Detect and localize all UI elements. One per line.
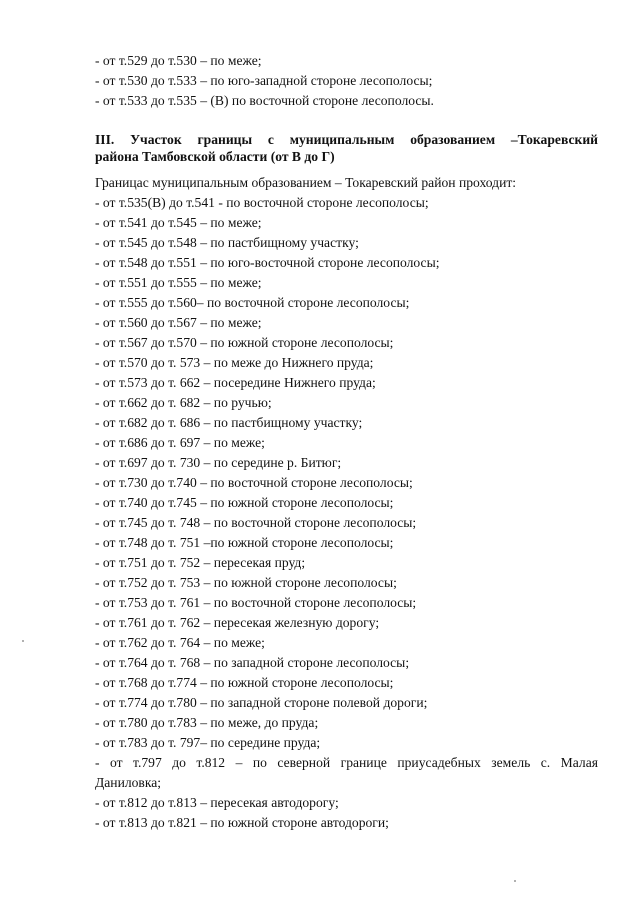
list-item: - от т.535(В) до т.541 - по восточной стороне лесополосы; xyxy=(95,195,429,210)
list-item: - от т.764 до т. 768 – по западной стороне лесополосы; xyxy=(95,655,410,670)
list-item: - от т.545 до т.548 – по пастбищному участку; xyxy=(95,235,359,250)
section-heading-line1: III. Участок границы с муниципальным образованием –Токаревский xyxy=(95,132,598,147)
list-item: - от т.761 до т. 762 – пересекая железную дорогу; xyxy=(95,615,380,630)
list-item: - от т.812 до т.813 – пересекая автодорогу; xyxy=(95,795,339,810)
list-item-long-line2: Даниловка; xyxy=(95,775,162,790)
section-intro: Границас муниципальным образованием – Токаревский район проходит: xyxy=(95,175,517,190)
list-item: - от т.567 до т.570 – по южной стороне лесополосы; xyxy=(95,335,394,350)
list-item: - от т.745 до т. 748 – по восточной стороне лесополосы; xyxy=(95,515,417,530)
list-item: - от т.768 до т.774 – по южной стороне лесополосы; xyxy=(95,675,394,690)
list-item: - от т.662 до т. 682 – по ручью; xyxy=(95,395,272,410)
list-item: - от т.530 до т.533 – по юго-западной стороне лесополосы; xyxy=(95,73,433,88)
list-item: - от т.740 до т.745 – по южной стороне лесополосы; xyxy=(95,495,394,510)
list-item: - от т.752 до т. 753 – по южной стороне лесополосы; xyxy=(95,575,397,590)
list-item: - от т.753 до т. 761 – по восточной стороне лесополосы; xyxy=(95,595,417,610)
list-item: - от т.529 до т.530 – по меже; xyxy=(95,53,262,68)
list-item: - от т.697 до т. 730 – по середине р. Битюг; xyxy=(95,455,342,470)
list-item: - от т.551 до т.555 – по меже; xyxy=(95,275,262,290)
list-item: - от т.780 до т.783 – по меже, до пруда; xyxy=(95,715,319,730)
list-item: - от т.748 до т. 751 –по южной стороне лесополосы; xyxy=(95,535,394,550)
list-item: - от т.541 до т.545 – по меже; xyxy=(95,215,262,230)
list-item: - от т.548 до т.551 – по юго-восточной стороне лесополосы; xyxy=(95,255,440,270)
list-item: - от т.813 до т.821 – по южной стороне автодороги; xyxy=(95,815,389,830)
scan-speck xyxy=(22,640,24,642)
list-item: - от т.533 до т.535 – (В) по восточной стороне лесополосы. xyxy=(95,93,434,108)
list-item: - от т.686 до т. 697 – по меже; xyxy=(95,435,265,450)
list-item: - от т.762 до т. 764 – по меже; xyxy=(95,635,265,650)
list-item: - от т.682 до т. 686 – по пастбищному участку; xyxy=(95,415,363,430)
list-item: - от т.560 до т.567 – по меже; xyxy=(95,315,262,330)
list-item: - от т.730 до т.740 – по восточной стороне лесополосы; xyxy=(95,475,413,490)
list-item: - от т.783 до т. 797– по середине пруда; xyxy=(95,735,321,750)
list-item-long-line1: - от т.797 до т.812 – по северной границе приусадебных земель с. Малая xyxy=(95,755,598,770)
list-item: - от т.570 до т. 573 – по меже до Нижнего пруда; xyxy=(95,355,374,370)
list-item: - от т.555 до т.560– по восточной стороне лесополосы; xyxy=(95,295,410,310)
scan-speck xyxy=(514,880,516,882)
section-heading xyxy=(95,131,598,165)
list-item: - от т.573 до т. 662 – посередине Нижнего пруда; xyxy=(95,375,376,390)
list-item: - от т.751 до т. 752 – пересекая пруд; xyxy=(95,555,306,570)
section-heading-line2: района Тамбовской области (от В до Г) xyxy=(95,149,335,164)
list-item: - от т.774 до т.780 – по западной стороне полевой дороги; xyxy=(95,695,428,710)
